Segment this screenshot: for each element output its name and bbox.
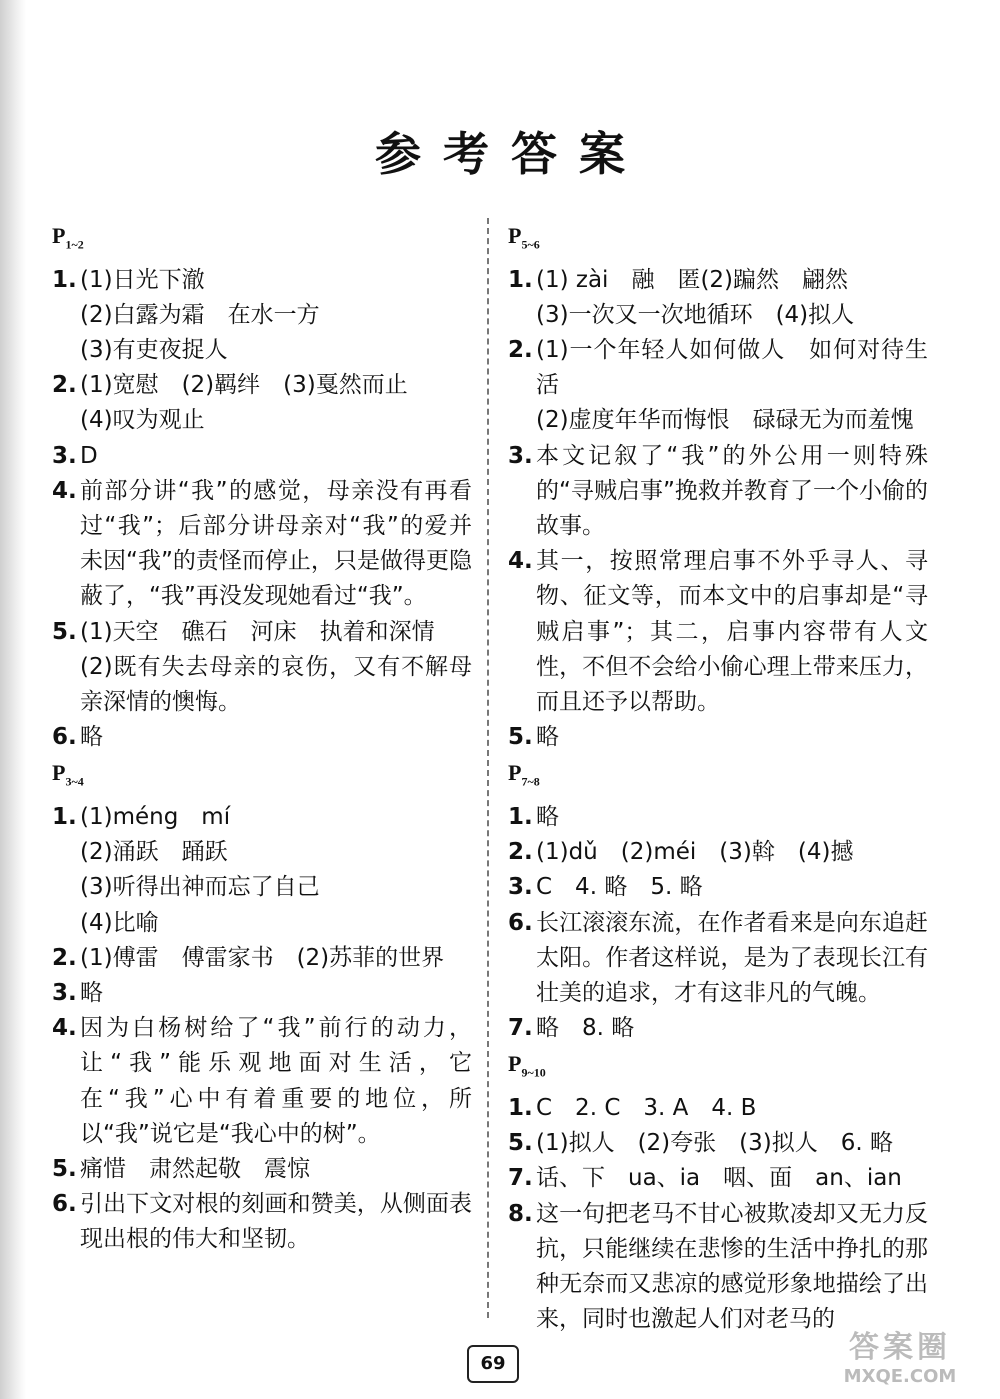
answer-item — [52, 870, 472, 905]
answer-text: 长江滚滚东流，在作者看来是向东追赶太阳。作者这样说，是为了表现长江有壮美的追求，才有这非凡的气魄。 — [536, 909, 928, 1007]
answer-item — [508, 1091, 928, 1126]
answer-text: (2)涌跃 踊跃 — [80, 839, 228, 866]
answer-item — [508, 439, 928, 545]
answer-item — [508, 298, 928, 333]
answer-number: 2. — [52, 944, 77, 971]
answer-text: C 2. C 3. A 4. B — [536, 1095, 757, 1122]
page-title: 参考答案 — [375, 127, 647, 181]
answer-item — [508, 720, 928, 755]
answer-text: (2)白露为霜 在水一方 — [80, 301, 320, 328]
answer-text: (3)一次又一次地循环 (4)拟人 — [536, 301, 855, 328]
answer-text: (1)一个年轻人如何做人 如何对待生活 — [536, 337, 928, 399]
answer-text: C 4. 略 5. 略 — [536, 874, 703, 901]
left-column — [52, 218, 472, 1258]
section-heading — [508, 755, 928, 800]
answer-text: (1)méng mí — [80, 804, 231, 831]
answer-number: 5. — [508, 1130, 533, 1157]
answer-text: 略 — [80, 980, 103, 1007]
answer-text: (4)比喻 — [80, 909, 159, 936]
answer-number: 3. — [508, 442, 533, 469]
watermark-logo — [820, 1330, 980, 1392]
answer-item — [52, 1011, 472, 1152]
answer-text: 引出下文对根的刻画和赞美，从侧面表现出根的伟大和坚韧。 — [80, 1191, 472, 1253]
section-letter: P — [52, 223, 66, 248]
answer-number: 1. — [508, 1095, 533, 1122]
answer-number: 1. — [508, 804, 533, 831]
section-letter: P — [508, 1051, 522, 1077]
section-page-range: 5~6 — [521, 237, 540, 252]
answer-number: 6. — [52, 724, 77, 751]
right-column — [508, 218, 928, 1337]
answer-number: 3. — [52, 980, 77, 1007]
answer-item — [52, 368, 472, 403]
answer-item — [508, 1197, 928, 1338]
answer-item — [52, 941, 472, 976]
answer-item — [52, 720, 472, 755]
section-letter: P — [52, 760, 66, 786]
answer-item — [508, 835, 928, 870]
section-heading — [52, 755, 472, 800]
answer-text: (2)既有失去母亲的哀伤，又有不解母亲深情的懊悔。 — [80, 653, 472, 716]
answer-text: 略 — [536, 804, 559, 831]
answer-text: 因为白杨树给了“我”前行的动力，让“我”能乐观地面对生活，它在“我”心中有着重要的地位，所以“我”说它是“我心中的树”。 — [80, 1015, 472, 1147]
answer-text: 略 8. 略 — [536, 1015, 635, 1042]
answer-number: 1. — [52, 804, 77, 831]
section-letter: P — [508, 760, 522, 786]
answer-item — [508, 263, 928, 298]
answer-number: 1. — [52, 266, 77, 293]
page-number: 69 — [467, 1345, 519, 1383]
answer-text: 其一，按照常理启事不外乎寻人、寻物、征文等，而本文中的启事却是“寻贼启事”；其二，启事内容带有人文性，不但不会给小偷心理上带来压力，而且还予以帮助。 — [536, 548, 928, 716]
section-page-range: 9~10 — [521, 1065, 546, 1080]
answer-number: 4. — [52, 1015, 77, 1042]
answer-number: 4. — [52, 477, 77, 504]
answer-item — [508, 1011, 928, 1046]
answer-text: (1)dǔ (2)méi (3)斡 (4)撼 — [536, 839, 854, 866]
answer-item — [52, 298, 472, 333]
answer-text: 话、下 ua、ia 咽、面 an、ian — [536, 1165, 902, 1192]
answer-number: 8. — [508, 1200, 533, 1227]
answer-number: 5. — [508, 724, 533, 751]
answer-item — [52, 439, 472, 474]
answer-item — [508, 403, 928, 438]
answer-text: 略 — [80, 724, 103, 751]
answer-text: (1)傅雷 傅雷家书 (2)苏菲的世界 — [80, 944, 445, 971]
answer-text: (1)日光下澈 — [80, 266, 205, 293]
section-page-range: 3~4 — [65, 774, 84, 789]
answer-text: 前部分讲“我”的感觉，母亲没有再看过“我”；后部分讲母亲对“我”的爱并未因“我”的责怪而停止，只是做得更隐蔽了，“我”再没发现她看过“我”。 — [80, 477, 472, 610]
answer-item — [52, 800, 472, 835]
answer-item — [52, 474, 472, 615]
answer-item — [508, 906, 928, 1012]
answer-number: 6. — [52, 1191, 77, 1218]
answer-item — [52, 615, 472, 650]
answer-item — [52, 263, 472, 298]
answer-number: 2. — [508, 839, 533, 866]
section-heading — [52, 218, 472, 263]
answer-item — [52, 1187, 472, 1257]
answer-item — [508, 870, 928, 905]
answer-text: (1)拟人 (2)夸张 (3)拟人 6. 略 — [536, 1130, 893, 1157]
answer-item — [52, 333, 472, 368]
answer-number: 7. — [508, 1015, 533, 1042]
answer-text: (1)宽慰 (2)羁绊 (3)戛然而止 — [80, 372, 408, 399]
answer-text: 本文记叙了“我”的外公用一则特殊的“寻贼启事”挽救并教育了一个小偷的故事。 — [536, 442, 928, 540]
answer-number: 1. — [508, 266, 533, 293]
answer-text: 痛惜 肃然起敬 震惊 — [80, 1156, 310, 1183]
page-edge-shadow — [0, 0, 26, 1399]
answer-item — [52, 906, 472, 941]
section-heading — [508, 1046, 928, 1091]
column-divider — [487, 218, 489, 1318]
answer-item — [52, 976, 472, 1011]
answer-item — [508, 1161, 928, 1196]
answer-number: 4. — [508, 548, 533, 575]
answer-text: (1)天空 礁石 河床 执着和深情 — [80, 618, 435, 645]
answer-item — [52, 650, 472, 720]
section-letter: P — [508, 223, 522, 248]
section-heading — [508, 218, 928, 263]
watermark-text: 答案圈 — [849, 1330, 951, 1365]
section-page-range: 1~2 — [65, 237, 84, 252]
answer-item — [508, 800, 928, 835]
answer-number: 2. — [52, 372, 77, 399]
answer-text: 这一句把老马不甘心被欺凌却又无力反抗，只能继续在悲惨的生活中挣扎的那种无奈而又悲凉的感觉形象地描绘了出来，同时也激起人们对老马的 — [536, 1200, 928, 1333]
answer-item — [508, 1126, 928, 1161]
answer-number: 7. — [508, 1165, 533, 1192]
answer-text: 略 — [536, 724, 559, 751]
answer-number: 3. — [508, 874, 533, 901]
answer-number: 2. — [508, 337, 533, 363]
answer-text: (3)有吏夜捉人 — [80, 337, 228, 363]
answer-item — [52, 1152, 472, 1187]
answer-item — [508, 333, 928, 403]
answer-number: 6. — [508, 909, 533, 936]
answer-item — [52, 835, 472, 870]
answer-text: (1) zài 融 匿(2)蹁然 翩然 — [536, 266, 849, 293]
answer-text: (3)听得出神而忘了自己 — [80, 874, 320, 901]
answer-number: 5. — [52, 618, 77, 645]
answer-item — [52, 403, 472, 438]
answer-text: D — [80, 442, 98, 469]
answer-text: (4)叹为观止 — [80, 407, 205, 434]
answer-number: 3. — [52, 442, 77, 469]
answer-text: (2)虚度年华而悔恨 碌碌无为而羞愧 — [536, 407, 914, 434]
answer-number: 5. — [52, 1156, 77, 1183]
watermark-url: MXQE.COM — [843, 1366, 957, 1387]
section-page-range: 7~8 — [521, 774, 540, 789]
answer-item — [508, 544, 928, 720]
